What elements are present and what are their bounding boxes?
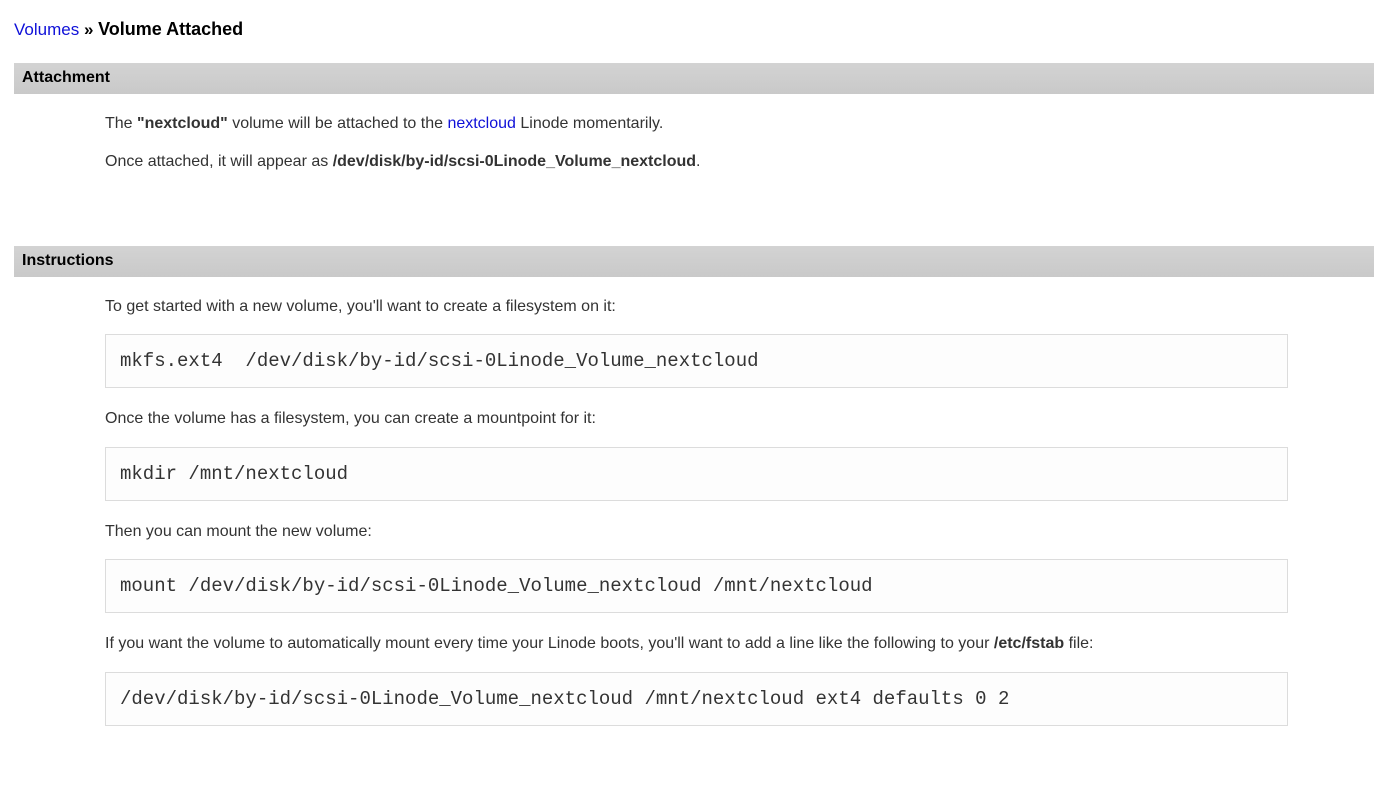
command-box-fstab-line	[105, 672, 1288, 726]
attachment-message-post: Linode momentarily.	[515, 114, 664, 132]
linode-link[interactable]: nextcloud	[447, 114, 516, 132]
device-path: /dev/disk/by-id/scsi-0Linode_Volume_nextcloud	[332, 153, 697, 171]
fstab-file-path: /etc/fstab	[993, 635, 1065, 653]
breadcrumb	[14, 18, 1374, 41]
breadcrumb-separator: »	[83, 20, 94, 39]
fstab-text-pre: If you want the volume to automatically mount every time your Linode boots, you'll want to add a line like the following to your	[105, 635, 994, 653]
attachment-section	[14, 63, 1374, 228]
breadcrumb-volumes-link[interactable]: Volumes	[14, 20, 80, 39]
attachment-section-body	[105, 94, 1288, 228]
instructions-section-body	[105, 277, 1288, 768]
step-create-mountpoint-text: Once the volume has a filesystem, you can create a mountpoint for it:	[105, 410, 596, 428]
attachment-section-title: Attachment	[22, 68, 111, 86]
instructions-section	[14, 246, 1374, 768]
command-fstab-line: /dev/disk/by-id/scsi-0Linode_Volume_nextcloud /mnt/nextcloud ext4 defaults 0 2	[120, 688, 1010, 711]
volume-name: "nextcloud"	[137, 114, 228, 132]
command-mkfs: mkfs.ext4 /dev/disk/by-id/scsi-0Linode_Volume_nextcloud	[120, 350, 759, 373]
breadcrumb-current-page: Volume Attached	[98, 19, 244, 39]
attachment-message-pre: The	[105, 114, 138, 132]
instructions-section-title: Instructions	[22, 251, 114, 269]
attachment-message-mid: volume will be attached to the	[227, 114, 448, 132]
step-fstab-text	[105, 633, 1288, 655]
device-path-pre: Once attached, it will appear as	[105, 153, 333, 171]
command-mkdir: mkdir /mnt/nextcloud	[120, 462, 349, 485]
device-path-post: .	[696, 153, 701, 171]
command-box-mkfs	[105, 334, 1288, 388]
attachment-message	[105, 113, 1288, 135]
device-path-message	[105, 151, 1288, 173]
fstab-text-post: file:	[1064, 635, 1094, 653]
step-create-filesystem-text: To get started with a new volume, you'll want to create a filesystem on it:	[105, 297, 616, 315]
step-mount-volume-text: Then you can mount the new volume:	[105, 522, 372, 540]
command-box-mkdir	[105, 447, 1288, 501]
command-box-mount	[105, 559, 1288, 613]
command-mount: mount /dev/disk/by-id/scsi-0Linode_Volume_nextcloud /mnt/nextcloud	[120, 575, 873, 598]
attachment-section-header	[14, 63, 1374, 94]
instructions-section-header	[14, 246, 1374, 277]
